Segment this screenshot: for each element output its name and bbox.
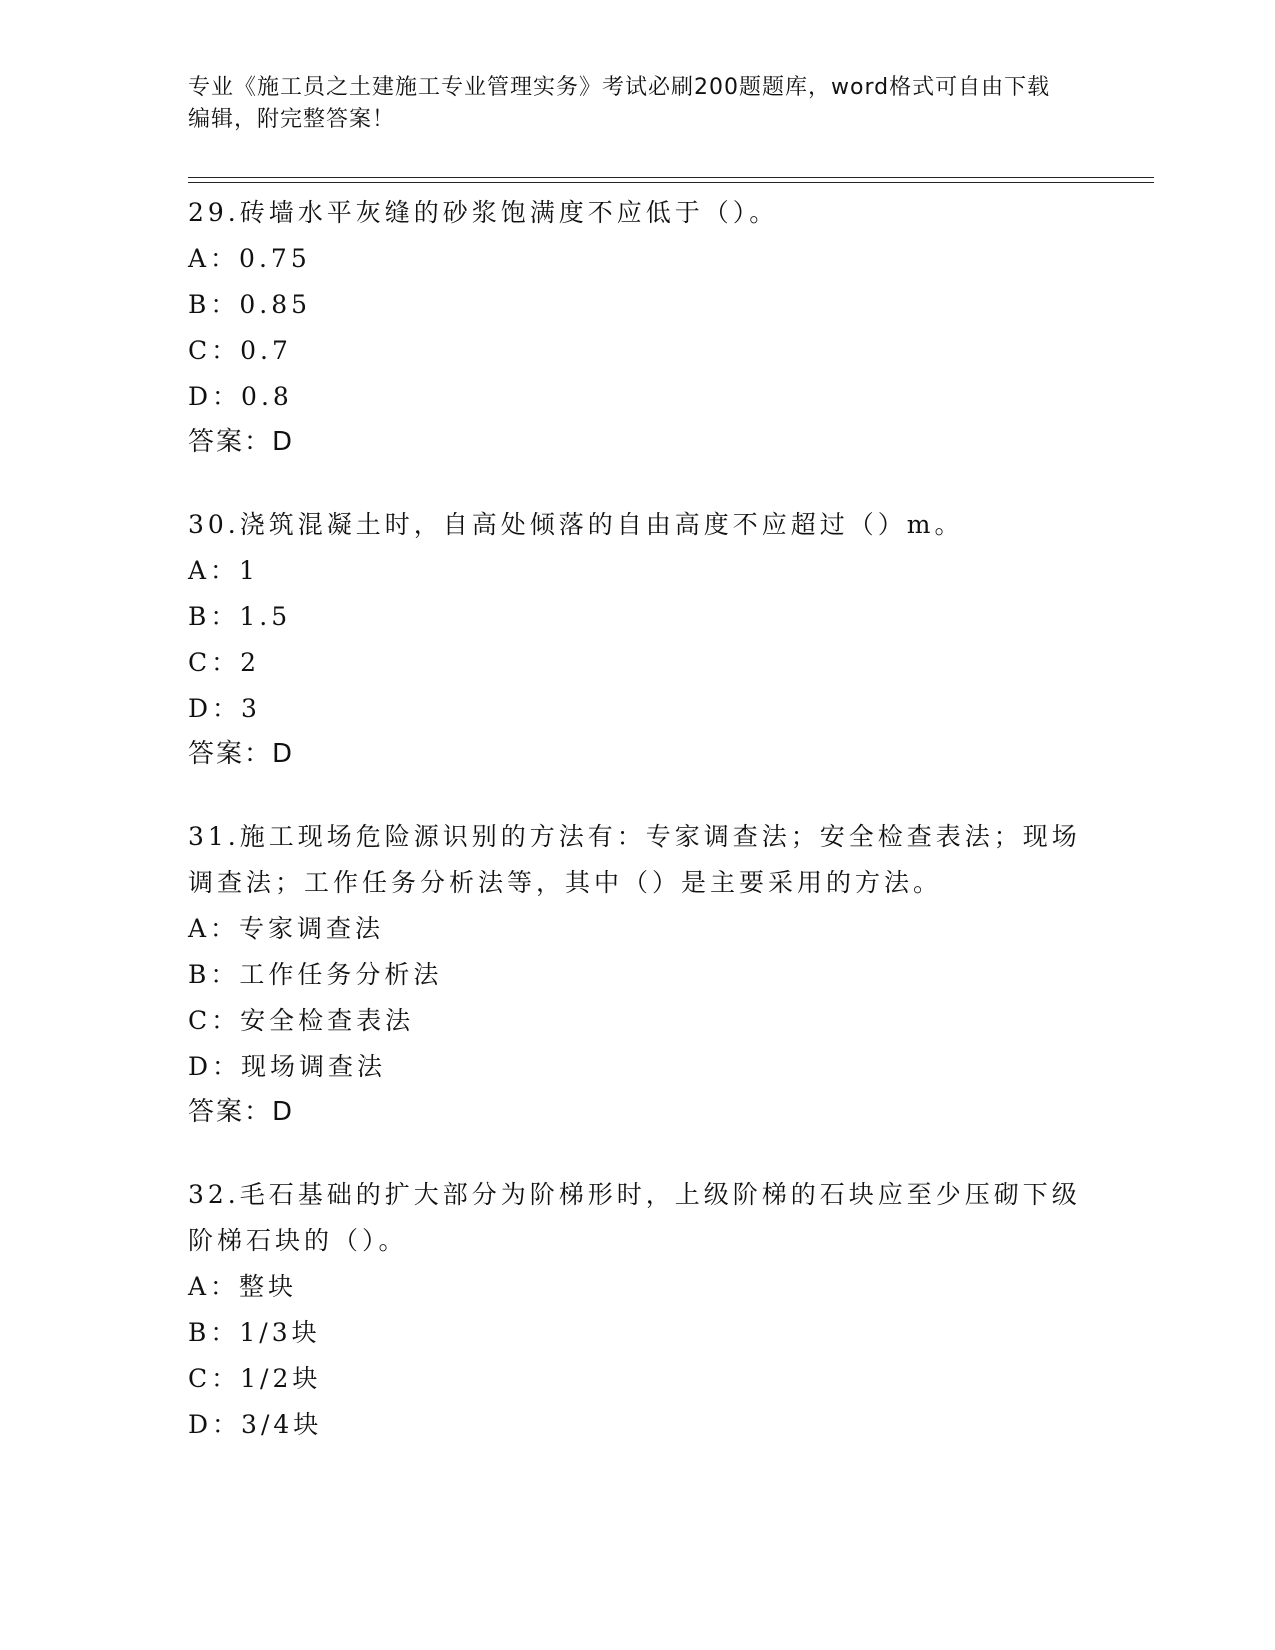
option-c: C：2 [188,648,261,677]
question-text: 31.施工现场危险源识别的方法有：专家调查法；安全检查表法；现场调查法；工作任务分析法等，其中（）是主要采用的方法。 [188,822,1081,897]
option-a: A：1 [188,556,259,585]
option-a: A：0.75 [188,244,311,273]
option-d: D：3/4块 [188,1410,323,1439]
option-a: A：专家调查法 [188,914,385,943]
option-d: D：3 [188,694,261,723]
option-c: C：安全检查表法 [188,1006,415,1035]
question-29 [188,190,1088,464]
answer: 答案：D [188,1097,295,1127]
option-c: C：0.7 [188,336,292,365]
option-a: A：整块 [188,1272,298,1301]
question-31 [188,814,1088,1134]
document-header: 专业《施工员之土建施工专业管理实务》考试必刷200题题库，word格式可自由下载编辑，附完整答案！ [188,75,1051,132]
header-divider-bottom [188,182,1154,183]
question-32 [188,1172,1088,1448]
option-b: B：1.5 [188,602,292,631]
option-b: B：0.85 [188,290,312,319]
question-30 [188,502,1088,776]
header-divider-top [188,177,1154,178]
option-c: C：1/2块 [188,1364,322,1393]
question-text: 32.毛石基础的扩大部分为阶梯形时，上级阶梯的石块应至少压砌下级阶梯石块的（）。 [188,1180,1081,1255]
question-text: 30.浇筑混凝土时，自高处倾落的自由高度不应超过（）m。 [188,510,964,539]
option-d: D：0.8 [188,382,293,411]
option-b: B：工作任务分析法 [188,960,443,989]
answer: 答案：D [188,739,295,769]
option-d: D：现场调查法 [188,1052,387,1081]
option-b: B：1/3块 [188,1318,321,1347]
question-text: 29.砖墙水平灰缝的砂浆饱满度不应低于（）。 [188,198,779,227]
question-list [188,190,1088,1486]
answer: 答案：D [188,427,295,457]
